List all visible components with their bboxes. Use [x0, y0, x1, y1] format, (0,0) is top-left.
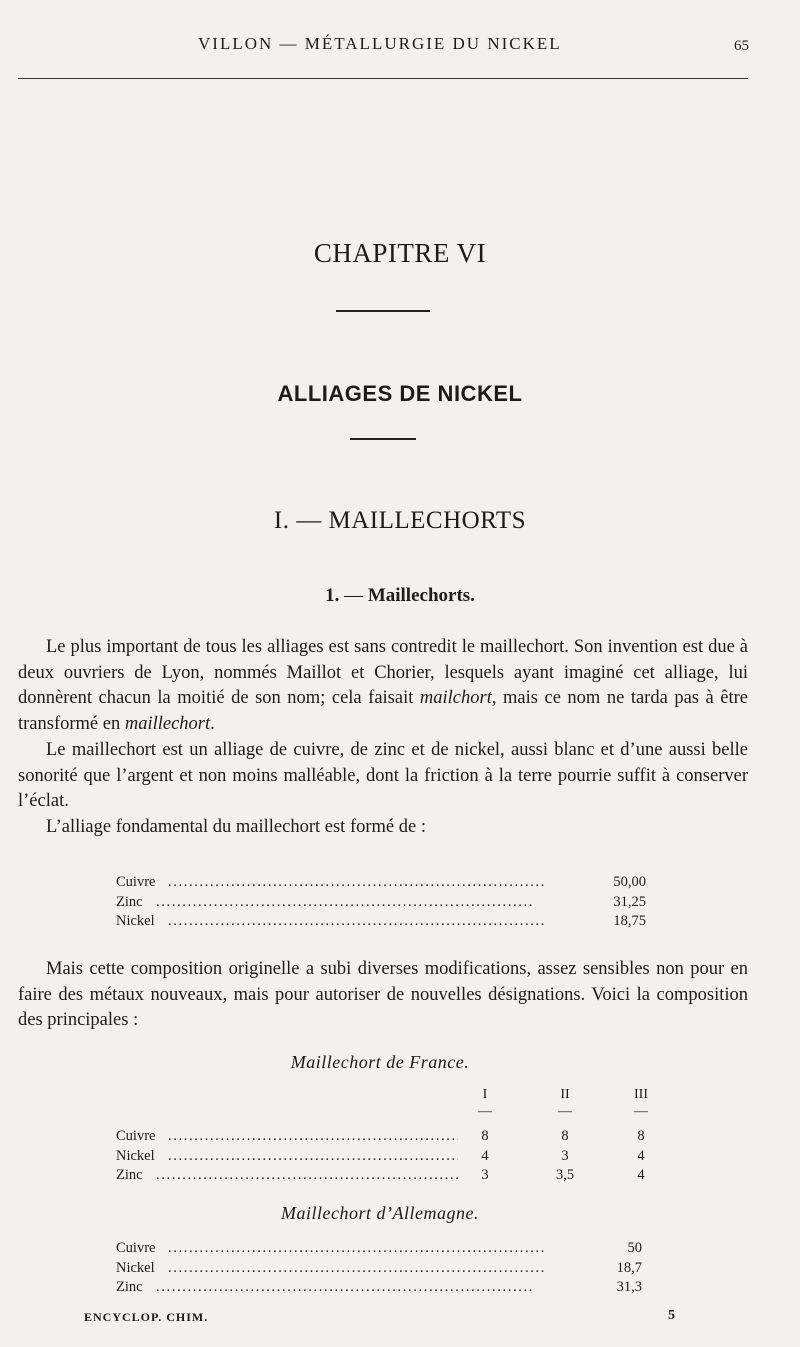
- value-I: 4: [481, 1148, 489, 1164]
- metal-value: 50,00: [613, 874, 646, 890]
- dot-leader: [168, 1126, 458, 1146]
- alloy-title: ALLIAGES DE NICKEL: [277, 381, 523, 406]
- section-title: I. — MAILLECHORTS: [273, 507, 527, 534]
- footer-sheet-number: 5: [668, 1308, 675, 1323]
- dot-leader: [168, 911, 588, 931]
- metal-label: Nickel: [116, 1148, 155, 1164]
- paragraph-3: L’alliage fondamental du maillechort est formé de :: [46, 816, 426, 837]
- germany-caption: Maillechort d’Allemagne.: [281, 1203, 479, 1223]
- dot-leader: [168, 1258, 588, 1278]
- paragraph-4: Mais cette composition originelle a subi diverses modifications, assez sensibles non pour en faire des métaux nouveaux, mais pour autoriser de nouvelles désignations. Voici la composition des principales :: [18, 959, 748, 1031]
- france-row: [116, 1126, 645, 1146]
- value-III: 4: [637, 1148, 645, 1164]
- subsection-number: 1.: [325, 585, 340, 606]
- metal-label: Nickel: [116, 1260, 155, 1276]
- metal-label: Zinc: [116, 1167, 143, 1183]
- chapter-rule: [336, 310, 430, 312]
- col-dash: —: [634, 1104, 648, 1119]
- dot-leader: [168, 1146, 458, 1166]
- value-III: 4: [637, 1167, 645, 1183]
- running-title: VILLON — MÉTALLURGIE DU NICKEL: [198, 34, 562, 53]
- p1-italic-mailchort: mailchort: [419, 688, 492, 709]
- metal-label: Cuivre: [116, 1240, 156, 1256]
- paragraph-2: Le maillechort est un alliage de cuivre, de zinc et de nickel, aussi blanc et d’une aussi belle sonorité que l’argent et non moins malléable, dont la friction à la terre pourrie suffit à conserver l’éclat.: [18, 739, 748, 812]
- dot-leader: [156, 1165, 458, 1185]
- metal-value: 18,75: [613, 913, 646, 929]
- chapter-title: CHAPITRE VI: [313, 238, 487, 268]
- footer-signature: ENCYCLOP. CHIM.: [84, 1310, 209, 1324]
- paragraph-1: [18, 635, 748, 738]
- germany-row: [116, 1238, 642, 1258]
- france-row: [116, 1146, 645, 1166]
- col-dash: —: [478, 1104, 492, 1119]
- value-I: 8: [481, 1128, 489, 1144]
- value-I: 3: [481, 1167, 489, 1183]
- dot-leader: [168, 1238, 588, 1258]
- p1-text-a: Le plus important de tous les alliages est sans contredit le maillechort. Son invention est due à deux ouvriers de Lyon, nommés Maillot et Chorier, lesquels ayant imaginé cet alliage, lui donnèrent chacun la moitié de son nom; cela faisait: [18, 637, 748, 709]
- base-row: [116, 872, 646, 892]
- dot-leader: [168, 872, 588, 892]
- metal-value: 31,25: [613, 894, 646, 910]
- france-row: [116, 1165, 645, 1185]
- p1-text-b: , mais ce nom ne tarda pas à être transformé en: [18, 688, 748, 735]
- subsection-title: [0, 585, 800, 607]
- metal-label: Zinc: [116, 1279, 143, 1295]
- body-text-1: [18, 635, 748, 841]
- base-row: [116, 911, 646, 931]
- dot-leader: [156, 1277, 588, 1297]
- metal-value: 50: [627, 1240, 642, 1256]
- metal-value: 18,7: [616, 1260, 642, 1276]
- metal-label: Zinc: [116, 894, 143, 910]
- col-head-II: II: [560, 1087, 570, 1102]
- header-rule: [18, 78, 748, 79]
- germany-row: [116, 1277, 642, 1297]
- value-II: 8: [561, 1128, 569, 1144]
- dot-leader: [156, 892, 588, 912]
- p1-italic-maillechort: maillechort: [124, 714, 211, 735]
- metal-label: Cuivre: [116, 874, 156, 890]
- page-number: 65: [734, 38, 749, 54]
- germany-row: [116, 1258, 642, 1278]
- subsection-sep: —: [344, 585, 364, 606]
- metal-label: Cuivre: [116, 1128, 156, 1144]
- metal-label: Nickel: [116, 913, 155, 929]
- col-dash: —: [558, 1104, 572, 1119]
- metal-value: 31,3: [616, 1279, 642, 1295]
- base-row: [116, 892, 646, 912]
- value-II: 3,5: [555, 1167, 575, 1183]
- col-head-I: I: [482, 1087, 488, 1102]
- france-caption: Maillechort de France.: [290, 1052, 470, 1072]
- subsection-label: Maillechorts.: [367, 585, 475, 606]
- alloy-rule: [350, 438, 416, 440]
- col-head-III: III: [634, 1087, 648, 1102]
- p1-text-c: .: [210, 714, 215, 735]
- value-III: 8: [637, 1128, 645, 1144]
- body-text-2: [18, 957, 748, 1034]
- value-II: 3: [561, 1148, 569, 1164]
